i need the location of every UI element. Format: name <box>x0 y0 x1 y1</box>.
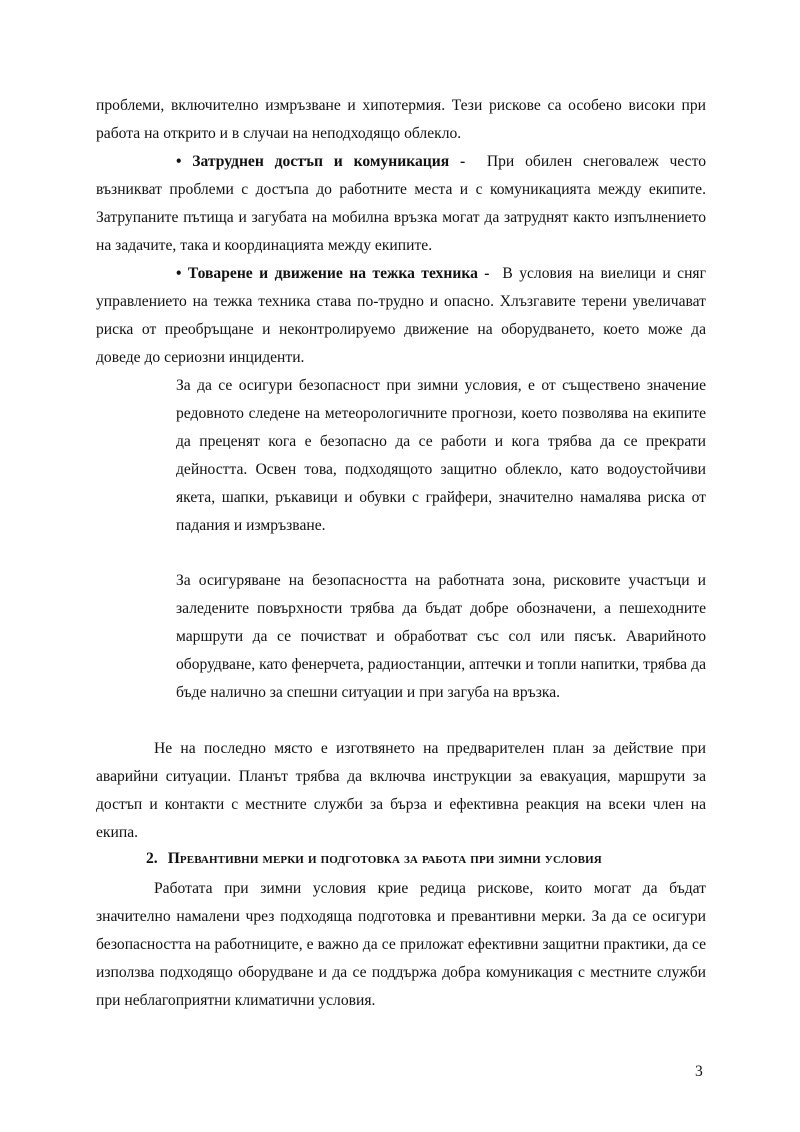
section-number: 2. <box>146 850 158 867</box>
bullet-marker: • <box>176 265 182 282</box>
bullet-marker: • <box>176 153 182 170</box>
section-title: Превантивни мерки и подготовка за работа при зимни условия <box>167 850 602 867</box>
paragraph-safety-forecast: За да се осигури безопасност при зимни условия, е от съществено значение редовното следене на метеорологичните прогнози, което позволява на екипите да преценят кога е безопасно да се работи и кога трябва да се прекрати дейността. Освен това, подходящото защитно облекло, като водоустойчиви якета, шапки, ръкавици и обувки с грайфери, значително намалява риска от падания и измръзване. <box>176 377 706 534</box>
bullet-title: Товарене и движение на тежка техника - <box>187 265 490 282</box>
bullet-title: Затруднен достъп и комуникация - <box>192 153 466 170</box>
paragraph-safety-zone: За осигуряване на безопасността на работната зона, рисковите участъци и заледените повърхности трябва да бъдат добре обозначени, а пешеходните маршрути да се почистват и обработват със сол или пясък. Аварийното оборудване, като фенерчета, радиостанции, аптечки и топли напитки, трябва да бъде налично за спешни ситуации и при загуба на връзка. <box>176 572 706 701</box>
paragraph-intro: проблеми, включително измръзване и хипотермия. Тези рискове са особено високи при работа на открито и в случаи на неподходящо облекло. <box>96 97 706 142</box>
paragraph-section2: Работата при зимни условия крие редица рискове, които могат да бъдат значително намалени чрез подходяща подготовка и превантивни мерки. За да се осигури безопасността на работниците, е важно да се приложат ефективни защитни практики, да се използва подходящо оборудване и да се поддържа добра комуникация с местните служби при неблагоприятни климатични условия. <box>96 880 706 1009</box>
bullet-text: В условия на виелици и сняг управлението на тежка техника става по-трудно и опасно. Хлъзгавите терени увеличават риска от преобръщане и неконтролируемо движение на оборудването, което може да доведе до сериозни инциденти. <box>96 265 706 366</box>
bullet-heavy-machinery <box>96 260 706 372</box>
bullet-access-communication <box>96 148 706 260</box>
paragraph-emergency-plan: Не на последно място е изготвянето на предварителен план за действие при аварийни ситуации. Планът трябва да включва инструкции за евакуация, маршрути за достъп и контакти с местните служби за бърза и ефективна реакция на всеки член на екипа. <box>96 740 706 841</box>
page-number: 3 <box>695 1063 703 1080</box>
bullet-text: При обилен снеговалеж често възникват проблеми с достъпа до работните места и с комуникацията между екипите. Затрупаните пътища и загубата на мобилна връзка могат да затруднят както изпълнението на задачите, така и координацията между екипите. <box>96 153 707 254</box>
section-heading <box>146 846 602 872</box>
